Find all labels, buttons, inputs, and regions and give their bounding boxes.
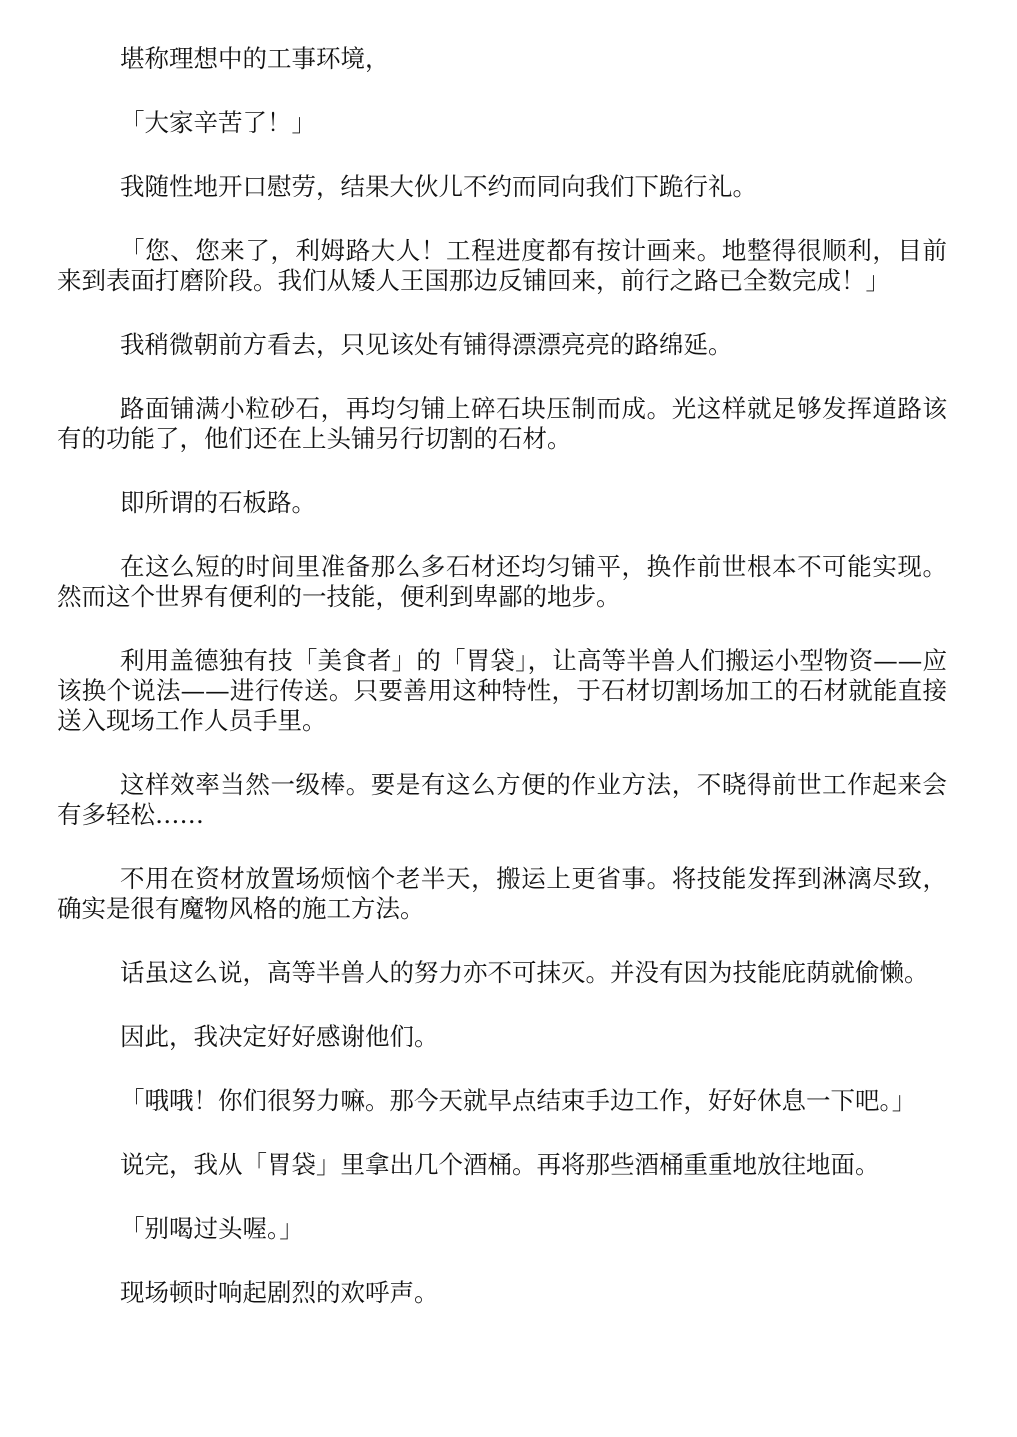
paragraph-5: 我稍微朝前方看去，只见该处有铺得漂漂亮亮的路绵延。 bbox=[120, 330, 733, 359]
paragraph-16: 「别喝过头喔。」 bbox=[120, 1214, 304, 1243]
paragraph-12: 话虽这么说，高等半兽人的努力亦不可抹灭。并没有因为技能庇荫就偷懒。 bbox=[120, 958, 929, 987]
paragraph-8: 在这么短的时间里准备那么多石材还均匀铺平，换作前世根本不可能实现。然而这个世界有便利的一技能，便利到卑鄙的地步。 bbox=[57, 552, 947, 611]
paragraph-17: 现场顿时响起剧烈的欢呼声。 bbox=[120, 1278, 439, 1307]
paragraph-15: 说完，我从「胃袋」里拿出几个酒桶。再将那些酒桶重重地放往地面。 bbox=[120, 1150, 880, 1179]
paragraph-7: 即所谓的石板路。 bbox=[120, 488, 316, 517]
paragraph-10: 这样效率当然一级棒。要是有这么方便的作业方法，不晓得前世工作起来会有多轻松…… bbox=[57, 770, 947, 829]
paragraph-6: 路面铺满小粒砂石，再均匀铺上碎石块压制而成。光这样就足够发挥道路该有的功能了，他们还在上头铺另行切割的石材。 bbox=[57, 394, 947, 453]
paragraph-3: 我随性地开口慰劳，结果大伙儿不约而同向我们下跪行礼。 bbox=[120, 172, 757, 201]
paragraph-2: 「大家辛苦了！」 bbox=[120, 108, 316, 137]
document-page bbox=[57, 44, 947, 1342]
paragraph-11: 不用在资材放置场烦恼个老半天，搬运上更省事。将技能发挥到淋漓尽致，确实是很有魔物风格的施工方法。 bbox=[57, 864, 947, 923]
paragraph-4: 「您、您来了，利姆路大人！工程进度都有按计画来。地整得很顺利，目前来到表面打磨阶段。我们从矮人王国那边反铺回来，前行之路已全数完成！」 bbox=[57, 236, 947, 295]
paragraph-9: 利用盖德独有技「美食者」的「胃袋」，让高等半兽人们搬运小型物资——应该换个说法——进行传送。只要善用这种特性，于石材切割场加工的石材就能直接送入现场工作人员手里。 bbox=[57, 646, 947, 735]
paragraph-14: 「哦哦！你们很努力嘛。那今天就早点结束手边工作，好好休息一下吧。」 bbox=[120, 1086, 917, 1115]
paragraph-13: 因此，我决定好好感谢他们。 bbox=[120, 1022, 439, 1051]
paragraph-1: 堪称理想中的工事环境， bbox=[120, 44, 390, 73]
